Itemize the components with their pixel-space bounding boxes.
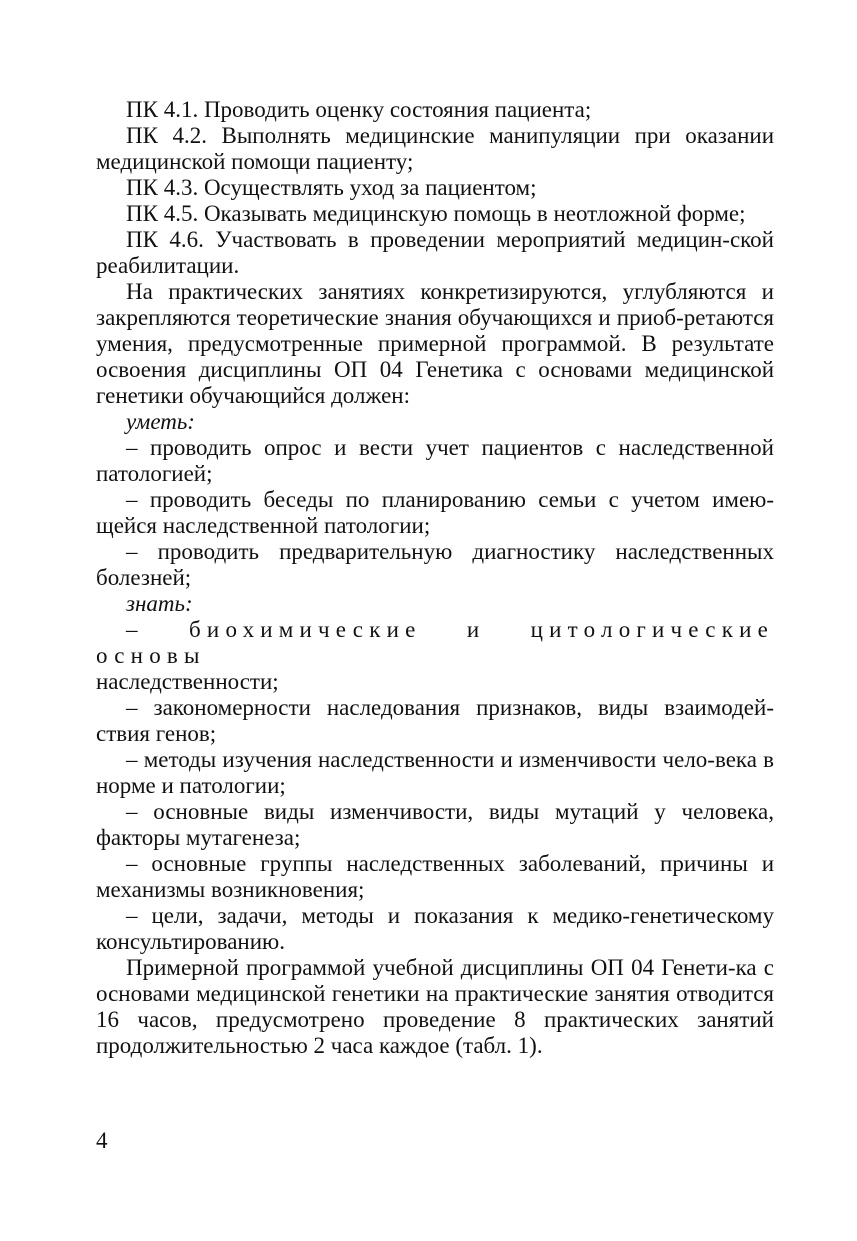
list-item-knowledge: – основные виды изменчивости, виды мутаций у человека, факторы мутагенеза; [96,799,774,850]
paragraph-pk-4-3: ПК 4.3. Осуществлять уход за пациентом; [126,175,537,200]
paragraph-pk-4-1: ПК 4.1. Проводить оценку состояния пациента; [126,97,592,122]
list-item-skill: – проводить опрос и вести учет пациентов с наследственной патологией; [96,435,774,486]
list-item-skill: – проводить предварительную диагностику наследственных болезней; [96,539,774,590]
page-number: 4 [96,1128,108,1153]
paragraph-practical-lessons: На практических занятиях конкретизируются, углубляются и закрепляются теоретические знания обучающихся и приоб-ретаются умения, предусмотренные примерной программой. В результате освоения дисциплины ОП 04 Генетика с основами медицинской генетики обучающийся должен: [96,279,774,408]
heading-skills: уметь: [126,409,195,434]
paragraph-pk-4-6: ПК 4.6. Участвовать в проведении мероприятий медицин-ской реабилитации. [96,227,774,278]
list-item-knowledge: – закономерности наследования признаков, виды взаимодей-ствия генов; [96,695,774,746]
list-item-knowledge-line: – биохимические и цитологические основы [96,617,774,668]
list-item-skill: – проводить беседы по планированию семьи с учетом имею-щейся наследственной патологии; [96,487,774,538]
list-item-knowledge-continuation: наследственности; [96,669,279,694]
paragraph-program-hours: Примерной программой учебной дисциплины ОП 04 Генети-ка с основами медицинской генетики на практические занятия отводится 16 часов, предусмотрено проведение 8 практических занятий продолжительностью 2 часа каждое (табл. 1). [96,955,774,1058]
list-item-knowledge: – основные группы наследственных заболеваний, причины и механизмы возникновения; [96,851,774,902]
list-item-knowledge: – методы изучения наследственности и изменчивости чело-века в норме и патологии; [96,747,774,798]
page-body [96,97,774,1059]
heading-knowledge: знать: [126,591,193,616]
paragraph-pk-4-2: ПК 4.2. Выполнять медицинские манипуляции при оказании медицинской помощи пациенту; [96,123,774,174]
paragraph-pk-4-5: ПК 4.5. Оказывать медицинскую помощь в неотложной форме; [126,201,746,226]
list-item-knowledge: – цели, задачи, методы и показания к медико-генетическому консультированию. [96,903,774,954]
